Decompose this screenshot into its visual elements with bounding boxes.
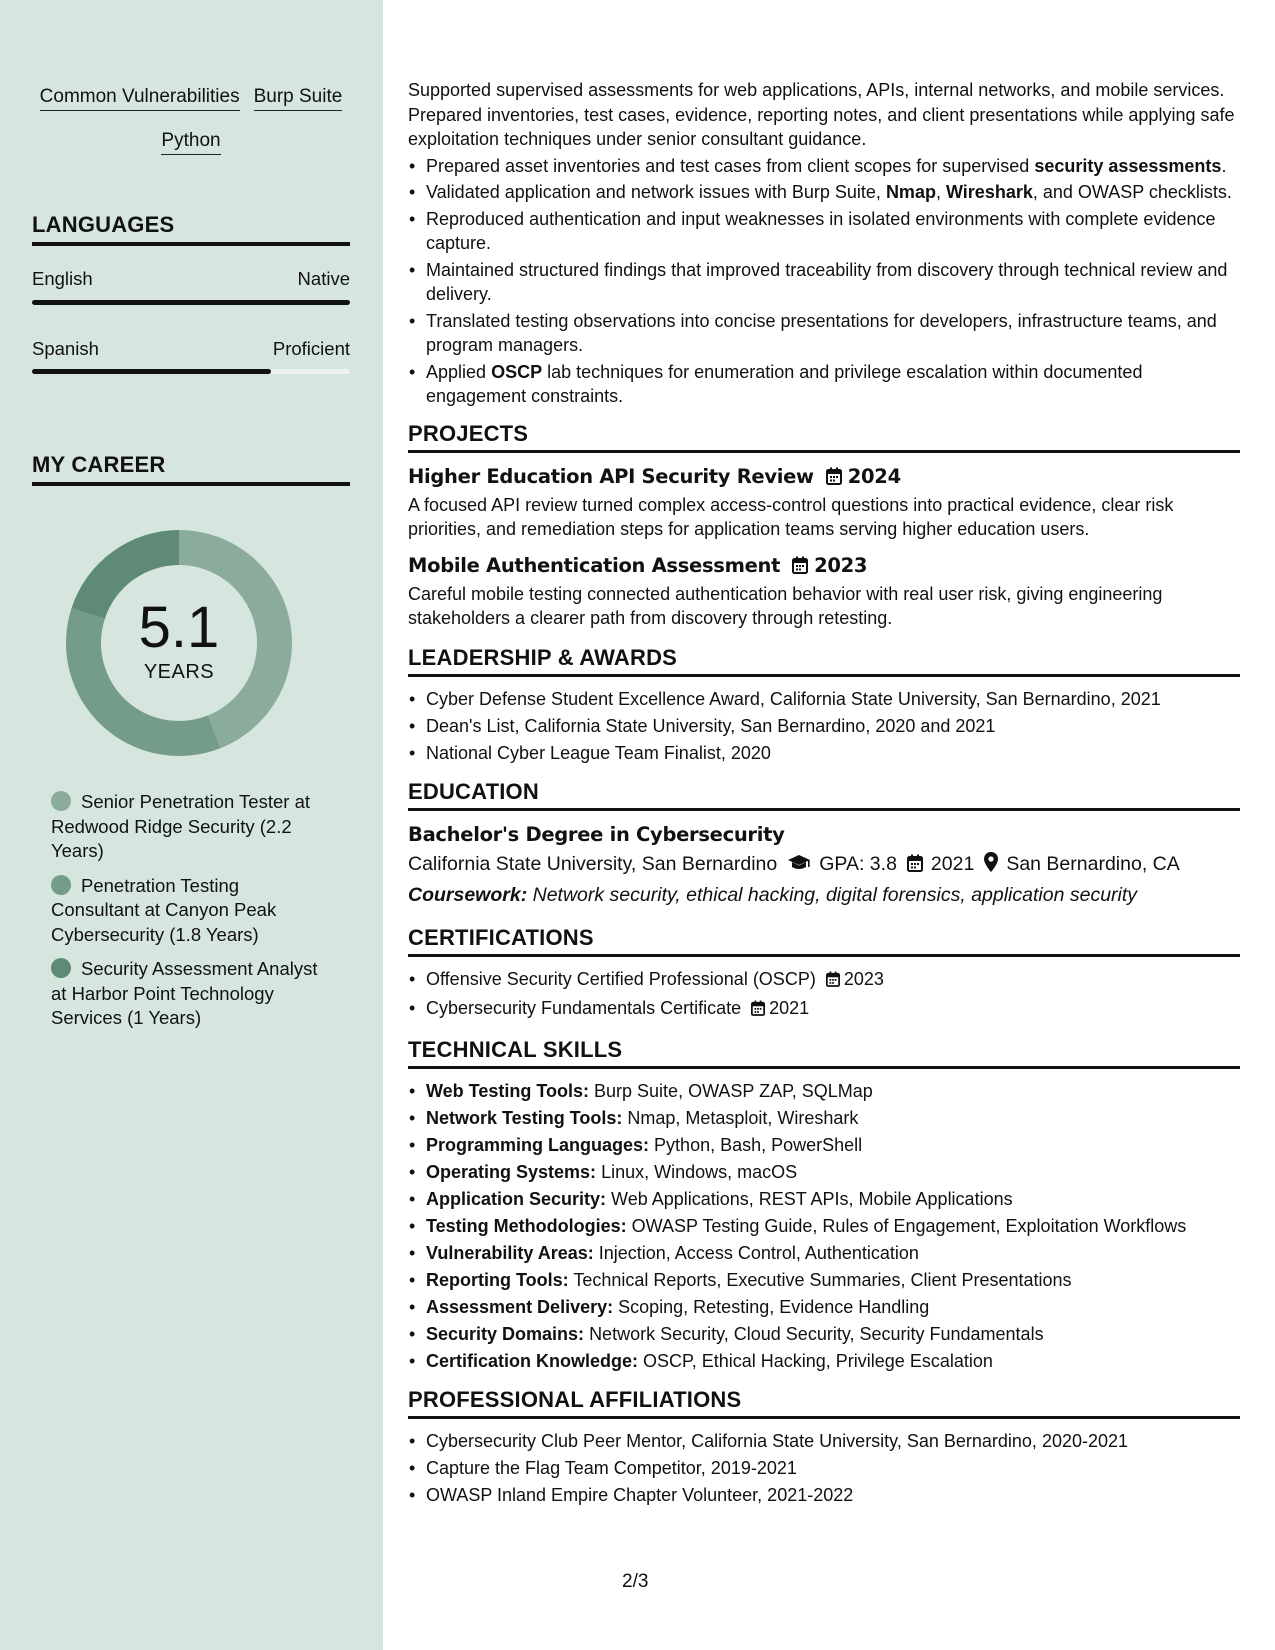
education-degree: Bachelor's Degree in Cybersecurity [408,823,785,846]
affiliation-item: • Capture the Flag Team Competitor, 2019-2021 [408,1456,1240,1481]
legend-dot [51,958,71,978]
location-pin-icon [984,851,998,881]
projects-heading: PROJECTS [408,421,1240,453]
project-title: Mobile Authentication Assessment [408,553,781,577]
donut-center [66,530,292,756]
project-title: Higher Education API Security Review [408,464,814,488]
languages-heading: LANGUAGES [32,212,350,246]
project-item [408,552,1240,631]
project-year: 2024 [847,464,901,488]
experience-bullet: • Maintained structured findings that improved traceability from discovery through technical review and delivery. [408,258,1240,307]
project-year: 2023 [814,553,868,577]
language-level: Proficient [272,338,350,359]
skill-tag: Burp Suite [254,86,343,111]
project-description: A focused API review turned complex access-control questions into practical evidence, clear risk priorities, and remediation steps for application teams serving higher education users. [408,494,1174,539]
affiliations-list [408,1429,1240,1508]
language-name: English [32,268,93,289]
sidebar [0,0,383,1650]
leadership-list [408,687,1240,766]
skill-item: • Testing Methodologies: OWASP Testing Guide, Rules of Engagement, Exploitation Workflows [408,1214,1240,1239]
calendar-icon [826,969,840,994]
language-row [32,338,350,360]
education-heading: EDUCATION [408,779,1240,811]
education-details [408,849,1240,881]
certifications-heading: CERTIFICATIONS [408,925,1240,957]
project-item [408,463,1240,542]
graduation-cap-icon [787,851,811,881]
education-coursework: Coursework: Network security, ethical hacking, digital forensics, application security [408,884,1138,906]
skill-tag: Common Vulnerabilities [40,86,240,111]
career-donut-chart [66,530,292,756]
affiliation-item: • OWASP Inland Empire Chapter Volunteer, 2021-2022 [408,1483,1240,1508]
skill-item: • Network Testing Tools: Nmap, Metasploit, Wireshark [408,1106,1240,1131]
certification-name: Offensive Security Certified Professional (OSCP) [426,969,816,989]
certifications-list [408,967,1240,1023]
experience-summary: Supported supervised assessments for web applications, APIs, internal networks, and mobile services. Prepared inventories, test cases, evidence, reporting notes, and client presentations while applying safe exploitation techniques under senior consultant guidance. [408,80,1235,149]
certification-year: 2023 [843,969,884,989]
calendar-icon [792,554,808,582]
experience-bullet: • Reproduced authentication and input weaknesses in isolated environments with complete evidence capture. [408,207,1240,256]
language-row [32,268,350,290]
experience-bullet: • Prepared asset inventories and test cases from client scopes for supervised security assessments. [408,154,1240,179]
career-item [51,874,331,948]
page-number: 2/3 [622,1571,649,1592]
experience-bullet: • Validated application and network issues with Burp Suite, Nmap, Wireshark, and OWASP checklists. [408,180,1240,205]
skill-item: • Web Testing Tools: Burp Suite, OWASP ZAP, SQLMap [408,1079,1240,1104]
affiliation-item: • Cybersecurity Club Peer Mentor, California State University, San Bernardino, 2020-2021 [408,1429,1240,1454]
language-bar [32,300,350,305]
education-year: 2021 [930,853,975,875]
career-total-years: 5.1 [138,594,220,660]
career-total-unit: YEARS [143,660,215,683]
main-content [408,78,1240,1510]
project-description: Careful mobile testing connected authentication behavior with real user risk, giving engineering stakeholders a clearer path from discovery through retesting. [408,583,1163,628]
skill-tag: Python [161,130,220,155]
skill-tags [32,86,350,174]
language-level: Native [297,268,350,289]
language-bar-fill [32,300,350,305]
experience-bullet: • Translated testing observations into concise presentations for developers, infrastructure teams, and program managers. [408,309,1240,358]
education-item [408,821,1240,909]
leadership-heading: LEADERSHIP & AWARDS [408,645,1240,677]
skill-item: • Vulnerability Areas: Injection, Access Control, Authentication [408,1241,1240,1266]
certification-item [408,996,1240,1023]
skill-item: • Security Domains: Network Security, Cloud Security, Security Fundamentals [408,1322,1240,1347]
skill-item: • Certification Knowledge: OSCP, Ethical Hacking, Privilege Escalation [408,1349,1240,1374]
experience-bullets [408,154,1240,409]
skill-item: • Programming Languages: Python, Bash, PowerShell [408,1133,1240,1158]
calendar-icon [826,465,842,493]
career-item-text: Senior Penetration Tester at Redwood Ridge Security (2.2 Years) [51,791,310,861]
language-bar [32,369,350,374]
technical-skills-list [408,1079,1240,1374]
career-item [51,790,331,864]
career-list [51,790,331,1041]
skill-item: • Application Security: Web Applications, REST APIs, Mobile Applications [408,1187,1240,1212]
career-item [51,957,331,1031]
certification-item [408,967,1240,994]
leadership-item: • Cyber Defense Student Excellence Award, California State University, San Bernardino, 2021 [408,687,1240,712]
education-school: California State University, San Bernardino [408,853,778,875]
legend-dot [51,791,71,811]
certification-name: Cybersecurity Fundamentals Certificate [426,998,742,1018]
skill-item: • Assessment Delivery: Scoping, Retesting, Evidence Handling [408,1295,1240,1320]
language-name: Spanish [32,338,99,359]
leadership-item: • National Cyber League Team Finalist, 2020 [408,741,1240,766]
affiliations-heading: PROFESSIONAL AFFILIATIONS [408,1387,1240,1419]
career-item-text: Security Assessment Analyst at Harbor Point Technology Services (1 Years) [51,958,318,1028]
technical-skills-heading: TECHNICAL SKILLS [408,1037,1240,1069]
leadership-item: • Dean's List, California State University, San Bernardino, 2020 and 2021 [408,714,1240,739]
legend-dot [51,875,71,895]
skill-item: • Operating Systems: Linux, Windows, macOS [408,1160,1240,1185]
certification-year: 2021 [769,998,810,1018]
career-heading: MY CAREER [32,452,350,486]
education-gpa: GPA: 3.8 [819,853,897,875]
experience-bullet: • Applied OSCP lab techniques for enumeration and privilege escalation within documented engagement constraints. [408,360,1240,409]
education-location: San Bernardino, CA [1006,853,1180,875]
skill-item: • Reporting Tools: Technical Reports, Executive Summaries, Client Presentations [408,1268,1240,1293]
career-item-text: Penetration Testing Consultant at Canyon Peak Cybersecurity (1.8 Years) [51,874,277,945]
calendar-icon [907,851,923,881]
calendar-icon [751,998,765,1023]
language-bar-fill [32,369,271,374]
